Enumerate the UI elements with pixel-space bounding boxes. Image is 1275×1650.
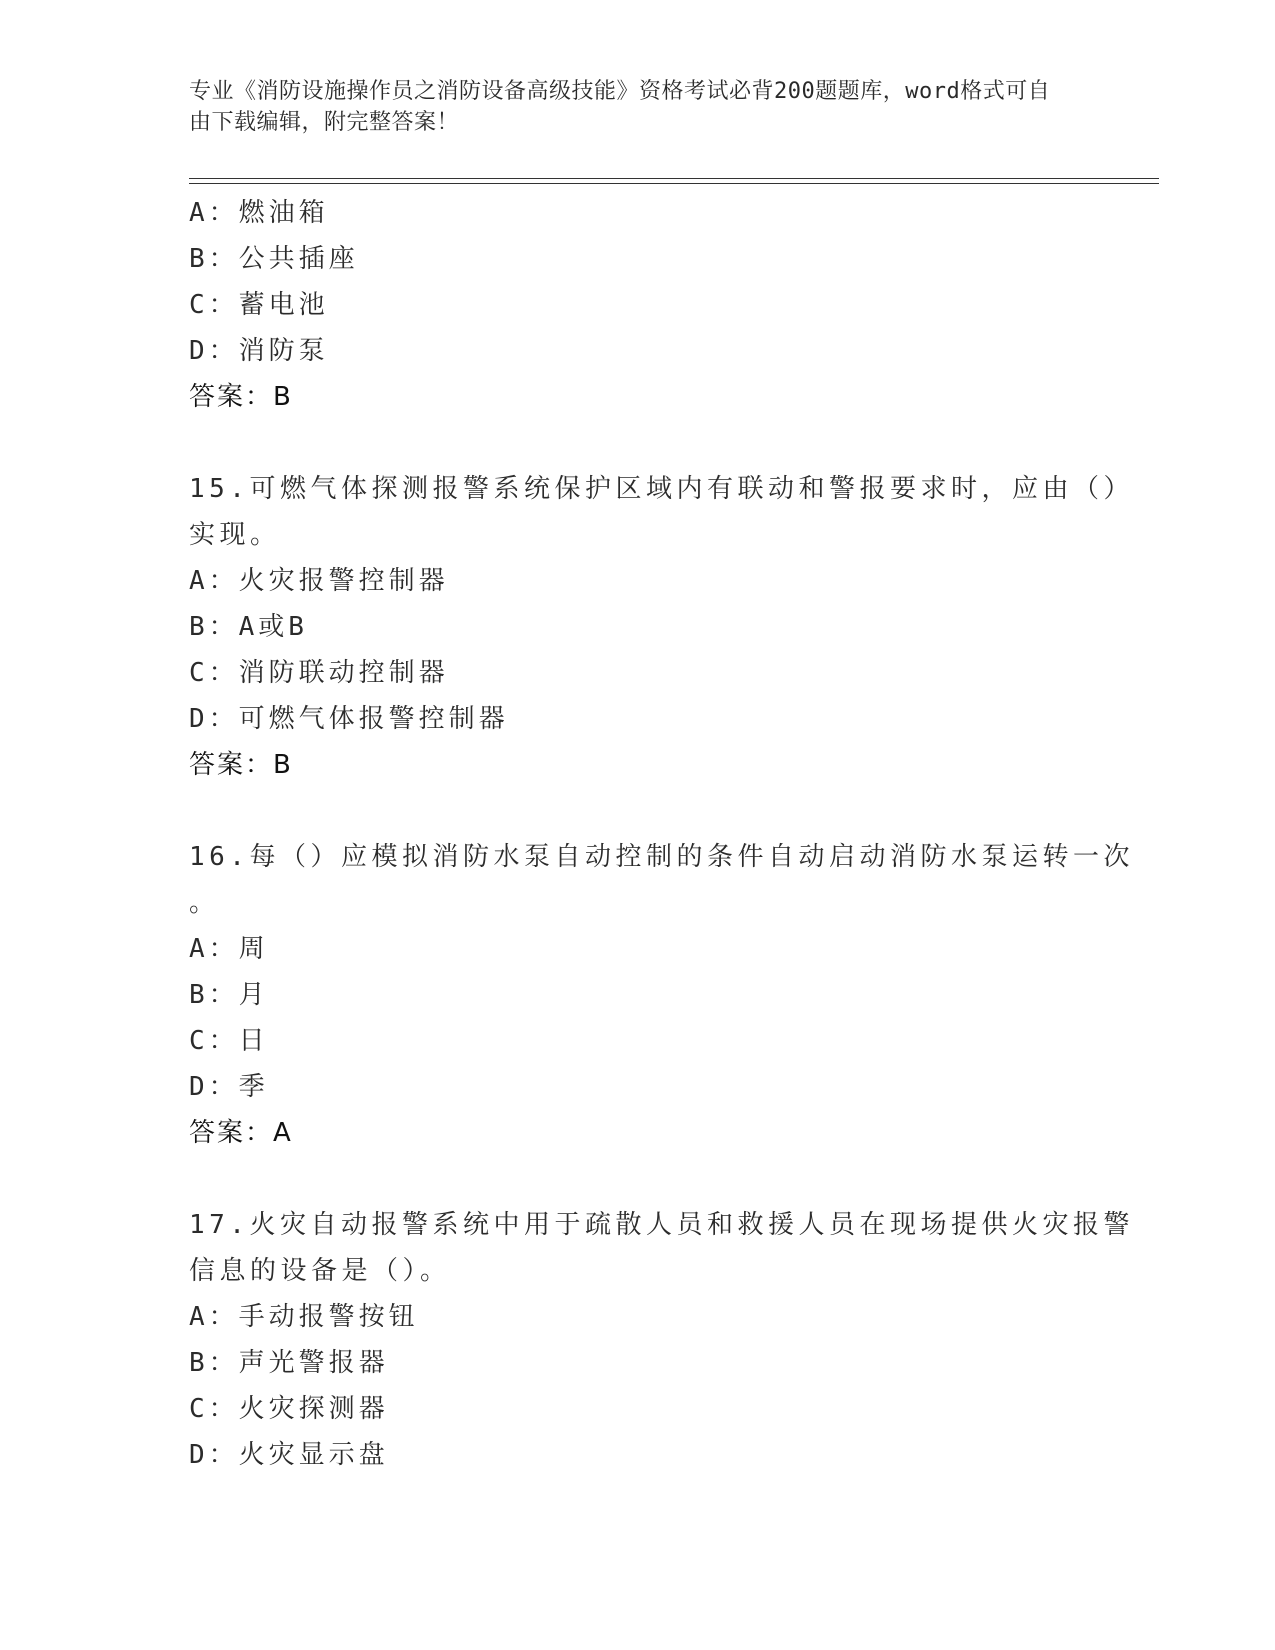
option-a: A：燃油箱 [189, 198, 329, 228]
option-c: C：消防联动控制器 [189, 658, 449, 688]
option-d: D：火灾显示盘 [189, 1440, 389, 1470]
question-list [189, 190, 1134, 1478]
option-d: D：可燃气体报警控制器 [189, 704, 509, 734]
option-a: A：手动报警按钮 [189, 1302, 419, 1332]
spacer [189, 1156, 1089, 1202]
question-block [189, 1202, 1134, 1478]
header-divider-bottom [189, 183, 1159, 184]
option-b: B：A或B [189, 612, 308, 642]
option-d: D：季 [189, 1072, 269, 1102]
question-block [189, 466, 1134, 788]
option-d: D：消防泵 [189, 336, 329, 366]
answer: 答案：B [189, 750, 293, 780]
document-title: 专业《消防设施操作员之消防设备高级技能》资格考试必背200题题库，word格式可自由下载编辑，附完整答案！ [189, 79, 1051, 135]
header-divider-top [189, 178, 1159, 179]
question-stem: 17.火灾自动报警系统中用于疏散人员和救援人员在现场提供火灾报警 [189, 1210, 1134, 1240]
option-c: C：火灾探测器 [189, 1394, 389, 1424]
question-stem-continued: 信息的设备是（）。 [189, 1256, 451, 1286]
option-c: C：日 [189, 1026, 269, 1056]
option-b: B：公共插座 [189, 244, 359, 274]
question-stem: 16.每（）应模拟消防水泵自动控制的条件自动启动消防水泵运转一次 [189, 842, 1134, 872]
question-stem-continued: 实现。 [189, 520, 281, 550]
answer: 答案：A [189, 1118, 293, 1148]
spacer [189, 788, 1089, 834]
option-b: B：声光警报器 [189, 1348, 389, 1378]
spacer [189, 420, 1089, 466]
question-stem: 15.可燃气体探测报警系统保护区域内有联动和警报要求时，应由（） [189, 474, 1134, 504]
option-a: A：火灾报警控制器 [189, 566, 449, 596]
answer: 答案：B [189, 382, 293, 412]
question-block [189, 190, 1089, 420]
question-block [189, 834, 1134, 1156]
option-a: A：周 [189, 934, 269, 964]
option-b: B：月 [189, 980, 269, 1010]
option-c: C：蓄电池 [189, 290, 329, 320]
question-stem-continued: 。 [189, 888, 220, 918]
